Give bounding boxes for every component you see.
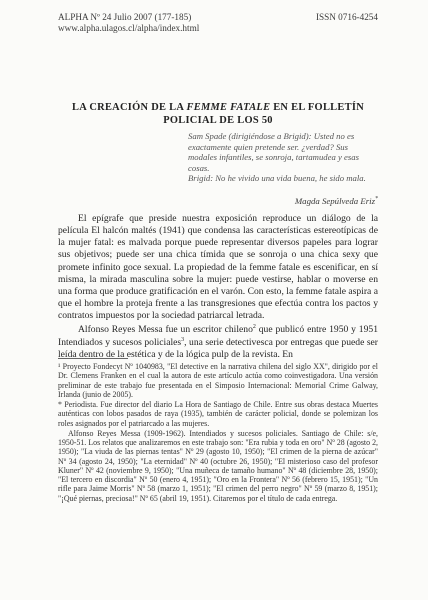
title-line-1-pre: LA CREACIÓN DE LA bbox=[71, 102, 187, 113]
running-header bbox=[58, 12, 378, 34]
paragraph-2-b: que publicó entre 1950 y 1951 Intendiados y sucesos policiales bbox=[58, 324, 378, 348]
author-byline bbox=[230, 196, 378, 206]
footnote-3: Alfonso Reyes Messa (1909-1962). Intendiados y sucesos policiales. Santiago de Chile: s/e, 1950-51. Los relatos que analizaremos en este trabajo son: "Era rubia y toda en oro" Nº 28 (agosto 2, 1950); "La viuda de las piernas tentas" Nº 29 (agosto 10, 1950); "El crimen de la pierna de azúcar" Nº 34 (agosto 24, 1950); "La eternidad" Nº 40 (octubre 26, 1950); "El misterioso caso del profesor Kluner" Nº 42 (noviembre 9, 1950); "Una muñeca de tamaño humano" Nº 48 (diciembre 28, 1950); "El tercero en discordia" Nº 50 (enero 4, 1951); "Oro en la Frontera" Nº 56 (febrero 15, 1951); "Un rifle para Jaime Morris" Nº 58 (marzo 1, 1951); "El crimen del perro negro" Nº 59 (marzo 8, 1951); "¡Qué piernas, preciosa!" Nº 65 (abril 19, 1951). Citaremos por el título de cada entrega. bbox=[58, 428, 378, 503]
footnote-2: * Periodista. Fue director del diario La Hora de Santiago de Chile. Entre sus obras destaca Muertes auténticas con lobos pasados de raya (1935), también de carácter policial, donde se polemizan los roles asignados por el patriarcado a las mujeres. bbox=[58, 400, 378, 428]
body-text bbox=[58, 213, 378, 361]
journal-url: www.alpha.ulagos.cl/alpha/index.html bbox=[58, 23, 200, 33]
title-line-1 bbox=[58, 101, 378, 114]
footnote-divider bbox=[58, 358, 128, 359]
epigraph-line-1: Sam Spade (dirigiéndose a Brigid): Usted no es exactamente quien pretende ser. ¿verdad? Sus modales infantiles, se sonroja, tartamudea y esas cosas. bbox=[188, 131, 360, 173]
title-line-2: POLICIAL DE LOS 50 bbox=[163, 115, 273, 126]
paragraph-1: El epígrafe que preside nuestra exposición reproduce un diálogo de la película El halcón maltés (1941) que condensa las características estereotípicas de la mujer fatal: es malvada porque puede representar diversos papeles para lograr sus objetivos; puede ser una chica tímida que se sonroja o una chica sexy que promete infinito goce sexual. La propiedad de la femme fatale es escenificar, en sí misma, la mirada masculina sobre la mujer: puede vestirse, hablar o moverse en una forma que produce gratificación en el varón. Con esto, la femme fatale aspira a que el hombre la proteja frente a las transgresiones que efectúa contra los pactos y contratos impuestos por la sociedad patriarcal letrada. bbox=[58, 213, 378, 322]
title-italic: FEMME FATALE bbox=[186, 102, 271, 113]
title-line-1-post: EN EL FOLLETÍN bbox=[270, 102, 365, 113]
issn: ISSN 0716-4254 bbox=[315, 12, 378, 22]
footnotes bbox=[58, 362, 378, 503]
paragraph-2-a: Alfonso Reyes Messa fue un escritor chileno bbox=[78, 324, 253, 336]
footnote-1: ¹ Proyecto Fondecyt Nº 1040983, "El detective en la narrativa chilena del siglo XX", dirigido por el Dr. Clemens Franken en el cual la autora de este artículo actúa como coinvestigadora. Una versión preliminar de este trabajo fue presentada en el Simposio Internacional: Memorial Crime Galway, Irlanda (junio de 2005). bbox=[58, 362, 378, 399]
epigraph bbox=[188, 131, 378, 184]
footnote-ref-3: 3 bbox=[181, 336, 185, 343]
author-name: Magda Sepúlveda Eriz bbox=[294, 196, 375, 206]
journal-info: ALPHA Nº 24 Julio 2007 (177-185) bbox=[58, 12, 192, 22]
paragraph-2-c: , una serie detectivesca por entregas que puede ser leída dentro de la estética y de la lógica pulp de la revista. En bbox=[58, 336, 379, 360]
paragraph-2 bbox=[58, 324, 378, 360]
epigraph-line-2: Brigid: No he vivido una vida buena, he sido mala. bbox=[188, 173, 366, 184]
footnote-ref-2: 2 bbox=[252, 324, 256, 331]
header-row bbox=[58, 12, 378, 23]
author-footnote-mark: * bbox=[375, 196, 378, 203]
article-title bbox=[58, 101, 378, 127]
